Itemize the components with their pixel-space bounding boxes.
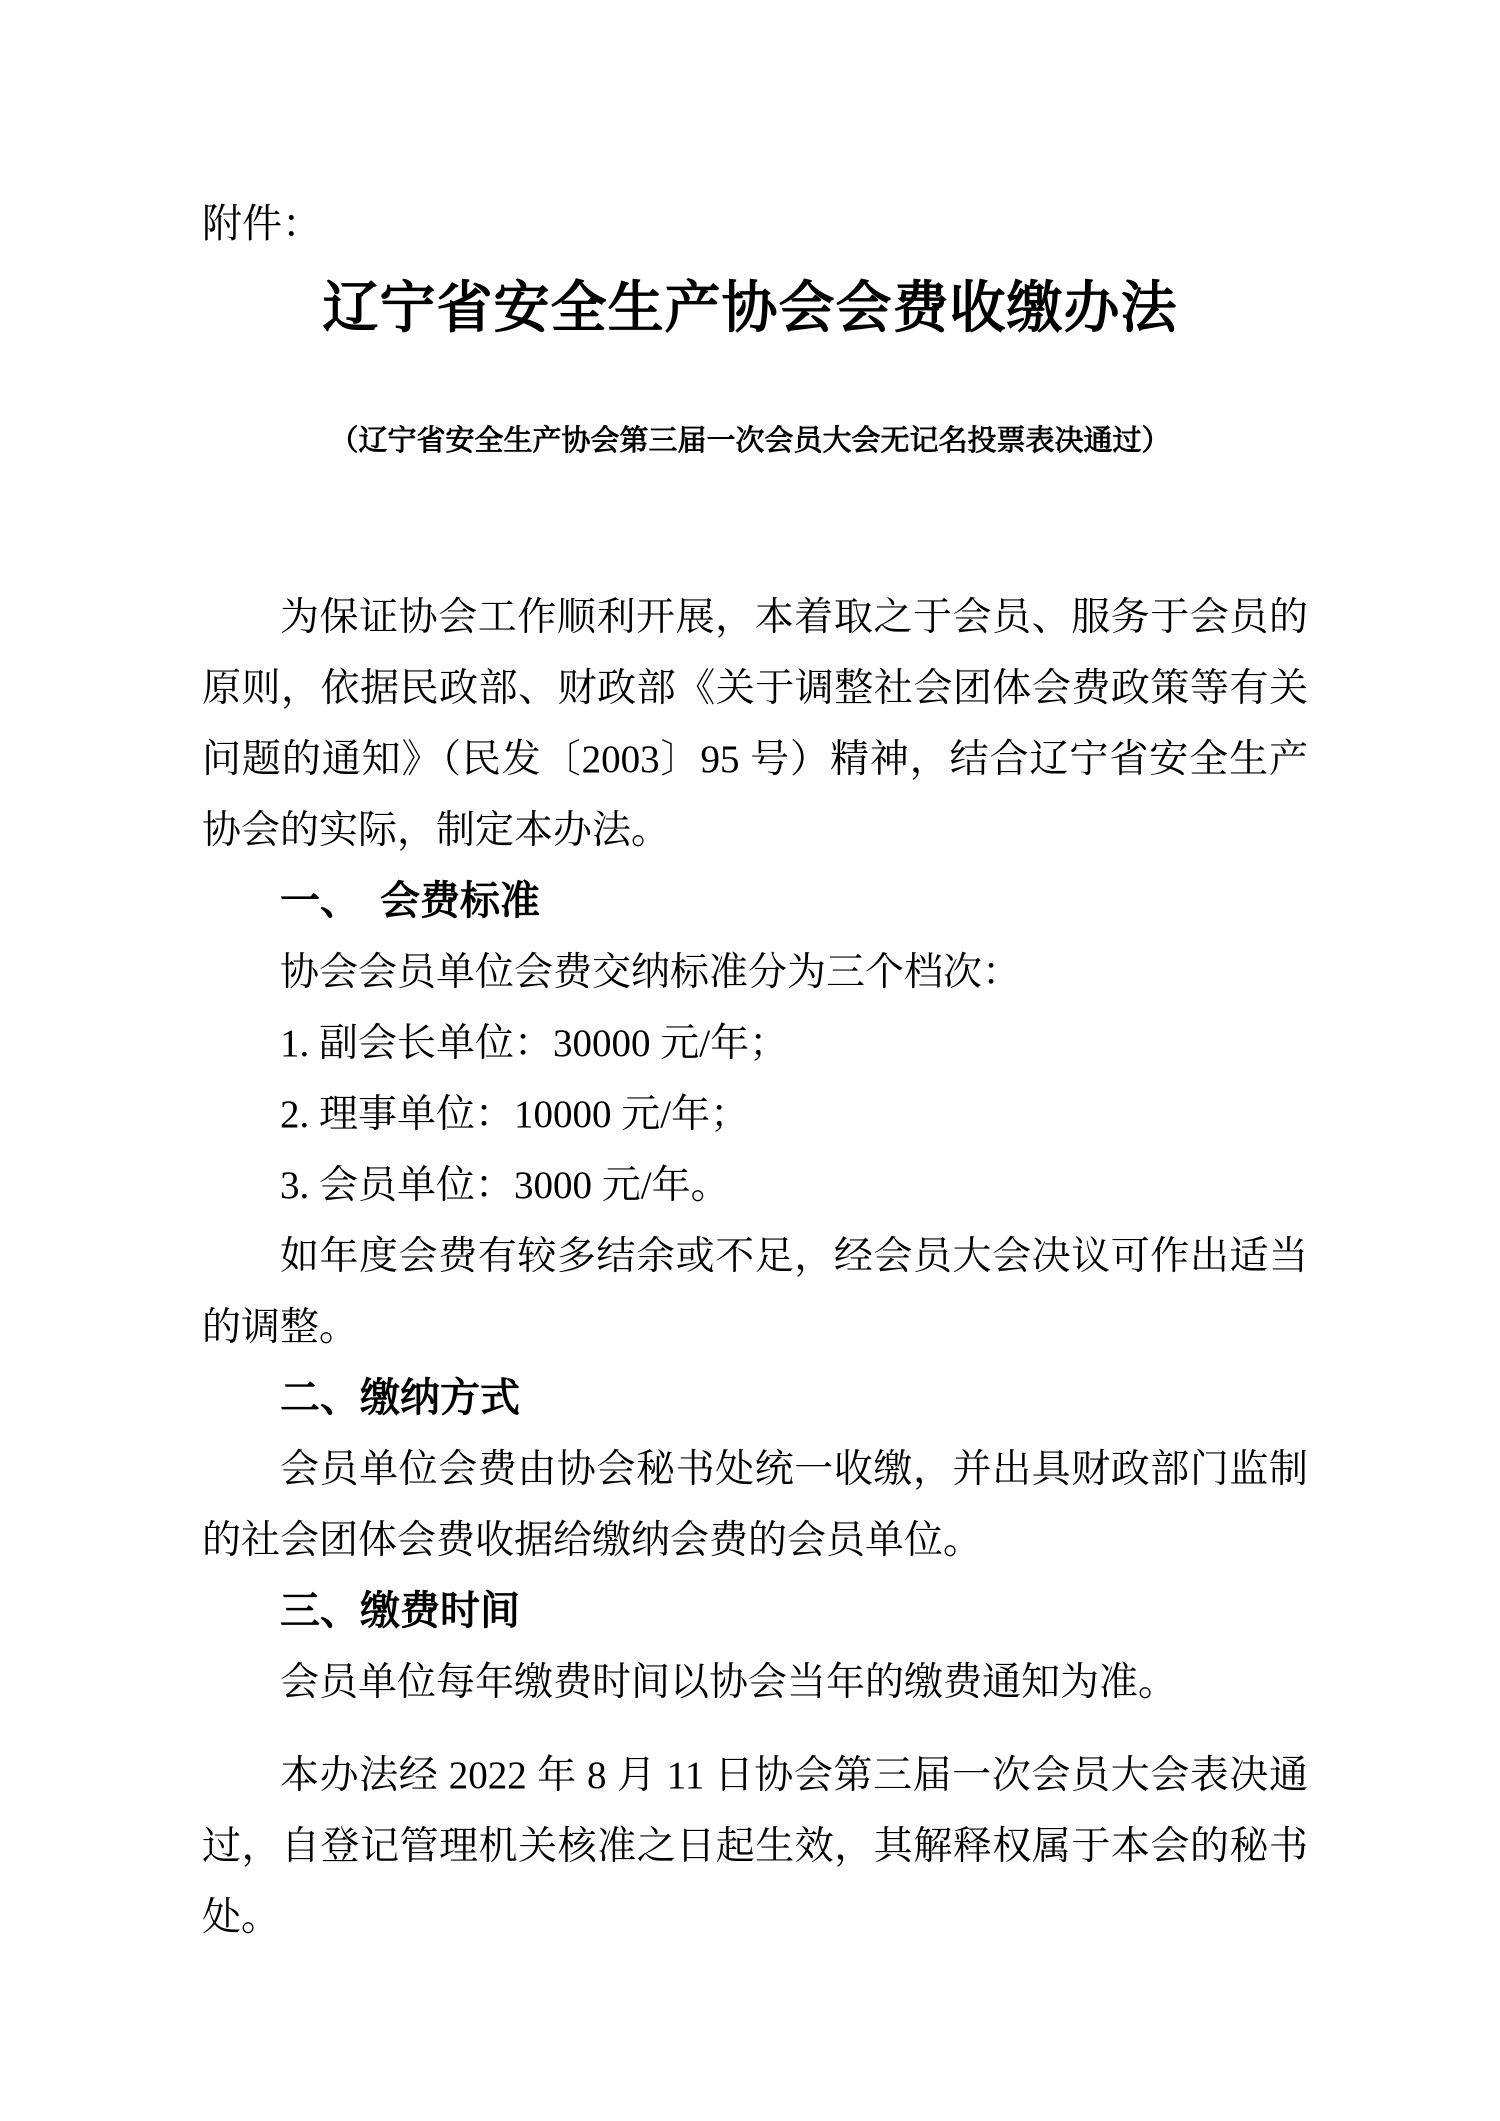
page-subtitle: （辽宁省安全生产协会第三届一次会员大会无记名投票表决通过） [329,425,1171,457]
closing-line: 处。 [202,1896,281,1939]
section-heading-1: 一、 会费标准 [280,879,540,923]
closing-line: 本办法经 2022 年 8 月 11 日协会第三届一次会员大会表决通 [280,1754,1308,1797]
text-line: 问题的通知》（民发〔2003〕95 号）精神，结合辽宁省安全生产 [202,738,1308,781]
text-line: 协会的实际，制定本办法。 [202,809,671,852]
fee-tier-vice-president: 1. 副会长单位：30000 元/年； [280,1022,789,1065]
page-title: 辽宁省安全生产协会会费收缴办法 [322,278,1178,340]
text-line: 原则，依据民政部、财政部《关于调整社会团体会费政策等有关 [202,667,1308,710]
document-body [202,582,1308,1953]
text-line: 的调整。 [202,1306,359,1349]
text-line: 协会会员单位会费交纳标准分为三个档次： [280,951,1022,994]
text-line: 如年度会费有较多结余或不足，经会员大会决议可作出适当 [280,1235,1308,1278]
attachment-label: 附件： [202,201,322,246]
section-heading-2: 二、缴纳方式 [280,1376,520,1420]
fee-tier-director: 2. 理事单位：10000 元/年； [280,1093,750,1136]
closing-line: 过，自登记管理机关核准之日起生效，其解释权属于本会的秘书 [202,1825,1308,1868]
text-line: 会员单位会费由协会秘书处统一收缴，并出具财政部门监制 [280,1448,1308,1491]
fee-tier-member: 3. 会员单位：3000 元/年。 [280,1164,730,1207]
text-line: 会员单位每年缴费时间以协会当年的缴费通知为准。 [280,1661,1178,1704]
text-line: 为保证协会工作顺利开展，本着取之于会员、服务于会员的 [280,596,1308,639]
text-line: 的社会团体会费收据给缴纳会费的会员单位。 [202,1519,983,1562]
section-heading-3: 三、缴费时间 [280,1589,520,1633]
